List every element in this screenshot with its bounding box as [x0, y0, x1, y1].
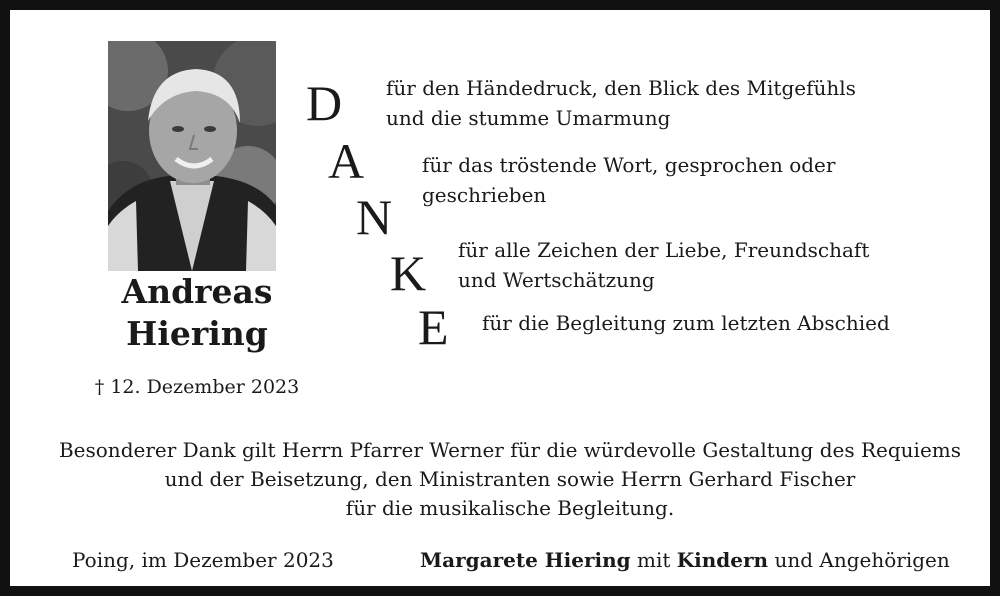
signature — [420, 546, 950, 574]
special-thanks-line-2: und der Beisetzung, den Ministranten sowie Herrn Gerhard Fischer — [164, 467, 856, 491]
signer-rest: und Angehörigen — [768, 548, 950, 572]
place-date: Poing, im Dezember 2023 — [72, 548, 334, 572]
deceased-last-name: Hiering — [126, 314, 268, 353]
danke-letter-k: K — [390, 245, 427, 301]
danke-letter-d: D — [306, 75, 343, 131]
portrait-photo — [108, 41, 276, 271]
danke-letter-n: N — [356, 189, 393, 245]
danke-a-line-1: für das tröstende Wort, gesprochen oder — [422, 153, 836, 177]
danke-a-line-2: geschrieben — [422, 183, 547, 207]
special-thanks-line-1: Besonderer Dank gilt Herrn Pfarrer Werner für die würdevolle Gestaltung des Requiems — [58, 438, 962, 462]
signer-mit: mit — [630, 548, 677, 572]
signer-kinder: Kindern — [676, 548, 769, 572]
danke-letter-e: E — [418, 299, 449, 355]
danke-d-line-1: für den Händedruck, den Blick des Mitgefühls — [386, 76, 856, 100]
danke-d-line-2: und die stumme Umarmung — [386, 106, 671, 130]
danke-letter-a: A — [328, 133, 365, 189]
danke-e-line-1: für die Begleitung zum letzten Abschied — [482, 311, 890, 335]
danke-k-line-1: für alle Zeichen der Liebe, Freundschaft — [458, 238, 870, 262]
special-thanks — [30, 436, 990, 523]
death-date: † 12. Dezember 2023 — [94, 376, 300, 398]
deceased-first-name: Andreas — [121, 272, 273, 311]
portrait-image — [108, 41, 276, 271]
special-thanks-line-3: für die musikalische Begleitung. — [345, 496, 675, 520]
signer-name: Margarete Hiering — [420, 548, 631, 572]
danke-k-line-2: und Wertschätzung — [458, 268, 655, 292]
